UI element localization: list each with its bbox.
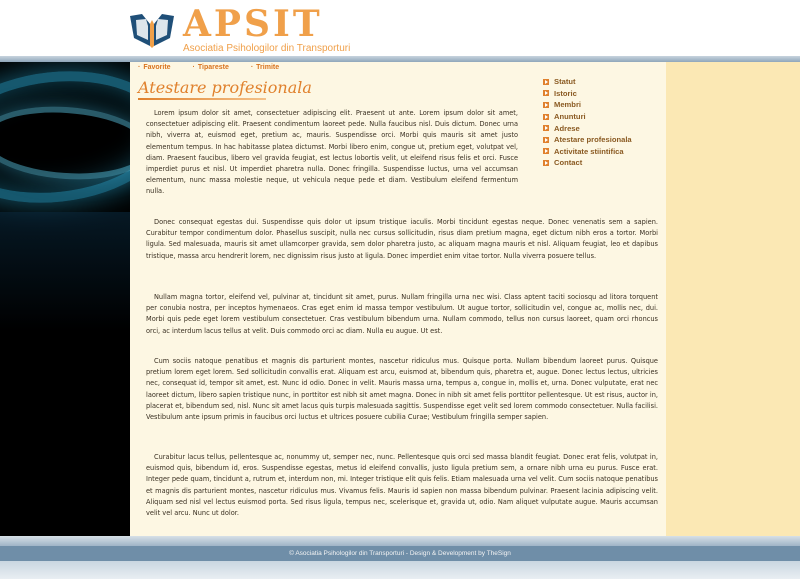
bullet-icon: · [138, 64, 141, 71]
site-logo-subtitle: Asociatia Psihologilor din Transporturi [183, 43, 351, 54]
sidebar-nav [543, 76, 663, 169]
body-paragraph: Lorem ipsum dolor sit amet, consectetuer adipiscing elit. Praesent ut ante. Lorem ipsum dolor sit amet, consectetuer adipiscing elit. Praesent condimentum laoreet pede. Nulla faucibus nisl. Duis dictum. Donec urna nibh, viverra at, euismod eget, pretium ac, mauris. Suspendisse orci. Morbi quis mauris sit amet justo elementum tempus. In hac habitasse platea dictumst. Morbi libero enim, congue ut, pretium eget, volutpat vel, diam. Praesent faucibus, libero vel gravida feugiat, est lectus lobortis velit, ut eleifend risus felis et orci. Fusce imperdiet purus et nisl. Ut imperdiet pharetra nulla. Donec fringilla. Suspendisse luctus, urna vel accumsan elementum, nunc massa molestie neque, ut vehicula neque pede et diam. Vestibulum eleifend fermentum nulla. [146, 109, 518, 196]
body-paragraph: Cum sociis natoque penatibus et magnis dis parturient montes, nascetur ridiculus mus. Quisque porta. Nullam bibendum laoreet purus. Quisque pretium lorem eget lorem. Sed sollicitudin convallis erat. Aliquam est arcu, euismod at, bibendum quis, pharetra et, augue. Donec lectus lectus, ultricies nec, consequat id, tempor sit amet, est. Nunc id odio. Donec in velit. Mauris massa urna, tempus a, congue in, mollis et, urna. Donec vulputate, erat nec laoreet dictum, libero sapien tristique nunc, in porttitor est nibh sit amet magna. Donec in nibh sit amet felis porttitor pellentesque. Ut est risus, auctor in, placerat et, bibendum sed, nisl. Nunc sit amet lacus quis turpis malesuada sagittis. Suspendisse eget velit sed lorem commodo consectetuer. Nulla facilisi. Vestibulum ante ipsum primis in faucibus orci luctus et ultrices posuere cubilia Curae; Vestibulum fringilla semper sapien. [146, 357, 658, 422]
body-paragraph: Donec consequat egestas dui. Suspendisse quis dolor ut ipsum tristique iaculis. Morbi tincidunt egestas neque. Donec venenatis sem a sapien. Curabitur tempor condimentum dolor. Phasellus suscipit, nulla nec cursus sollicitudin, risus diam pretium magna, eget dictum nibh eros a tortor. Morbi ligula. Sed malesuada, mauris sit amet ullamcorper gravida, sem dolor pharetra justo, ac aliquam magna mauris et nisl. Aliquam feugiat, leo et dapibus tristique, massa arcu hendrerit lorem, nec dignissim risus justo at ligula. Donec imperdiet enim vitae tortor. Nulla viverra posuere tellus. [146, 218, 658, 260]
winged-shield-icon[interactable] [128, 10, 176, 50]
arrow-bullet-icon [543, 102, 549, 108]
arrow-bullet-icon [543, 90, 549, 96]
body-paragraph: Nullam magna tortor, eleifend vel, pulvinar at, tincidunt sit amet, purus. Nullam fringilla urna nec wisi. Class aptent taciti sociosqu ad litora torquent per conubia nostra, per inceptos hymenaeos. Cras eget enim id massa tempor vestibulum. Ut augue tortor, sollicitudin vel, congue ac, mollis nec, dui. Morbi quis pede eget lorem vestibulum consectetuer. Cras vestibulum bibendum urna. Nullam commodo, tellus non cursus laoreet, quam orci rhoncus orci, ac interdum lacus tellus at velit. Duis commodo orci ac diam. Nulla eu augue. Ut est. [146, 293, 658, 335]
fade-decoration [0, 212, 130, 332]
nav-item-istoric[interactable]: Istoric [543, 88, 663, 100]
favorite-link[interactable]: · Favorite [138, 64, 171, 71]
body-paragraph: Curabitur lacus tellus, pellentesque ac, nonummy ut, semper nec, nunc. Pellentesque quis orci sed massa blandit feugiat. Donec erat felis, volutpat in, euismod quis, bibendum id, eros. Suspendisse egestas, metus id eleifend convallis, justo ligula pretium sem, a ornare nibh urna eu purus. Fusce erat. Integer pede quam, tincidunt a, rutrum et, interdum non, mi. Integer tristique elit quis felis. Etiam malesuada urna vel velit. Cum sociis natoque penatibus et magnis dis parturient montes, nascetur ridiculus mus. Vivamus felis. Mauris id sapien non massa bibendum pulvinar. Praesent lacinia adipiscing velit. Aliquam sed nisl vel lectus euismod porta. Sed risus ligula, tempus nec, scelerisque et, gravida ut, odio. Nam aliquet vulputate augue. Mauris accumsan velit vel arcu. Nunc ut dolor. [146, 453, 658, 518]
print-link[interactable]: · Tipareste [192, 64, 229, 71]
page-tools-toolbar [138, 64, 299, 76]
bullet-icon: · [250, 64, 254, 71]
site-logo-title[interactable]: APSIT [183, 3, 323, 45]
nav-item-anunturi[interactable]: Anunturi [543, 111, 663, 123]
header [0, 0, 800, 56]
footer-base [0, 561, 800, 579]
arrow-bullet-icon [543, 125, 549, 131]
page-title: Atestare profesionala [138, 78, 312, 97]
arrow-bullet-icon [543, 114, 549, 120]
right-decorative-strip [666, 62, 800, 536]
nav-item-activitate-stiintifica[interactable]: Activitate stiintifica [543, 146, 663, 158]
arrow-bullet-icon [543, 160, 549, 166]
footer-credits: © Asociatia Psihologilor din Transporturi - Design & Development by TheSign [0, 546, 800, 561]
nav-item-statut[interactable]: Statut [543, 76, 663, 88]
arrow-bullet-icon [543, 137, 549, 143]
nav-item-membri[interactable]: Membri [543, 99, 663, 111]
send-link[interactable]: · Trimite [250, 64, 280, 71]
footer-divider [0, 536, 800, 546]
nav-item-contact[interactable]: Contact [543, 157, 663, 169]
nav-item-atestare-profesionala[interactable]: Atestare profesionala [543, 134, 663, 146]
arrow-bullet-icon [543, 79, 549, 85]
decorative-side-panel [0, 62, 130, 536]
title-underline [138, 98, 266, 100]
nav-item-adrese[interactable]: Adrese [543, 122, 663, 134]
bullet-icon: · [192, 64, 195, 71]
arrow-bullet-icon [543, 148, 549, 154]
